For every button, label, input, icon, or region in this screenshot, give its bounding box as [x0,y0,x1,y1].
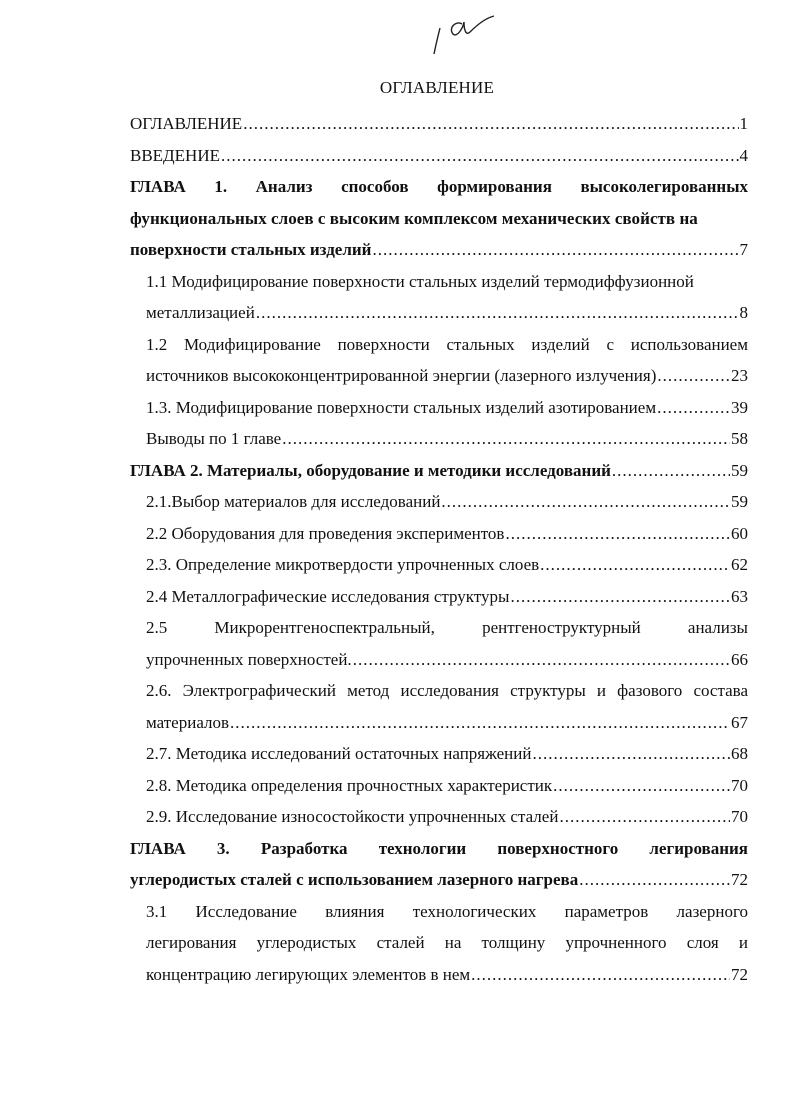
toc-page-number: 60 [731,523,748,543]
toc-page-number: 66 [731,649,748,669]
toc-entry-text: ВВЕДЕНИЕ [130,145,220,165]
toc-entry-text: Выводы по 1 главе [146,429,282,448]
toc-entry-introduction[interactable] [130,140,748,172]
section-1-2-line-2: источников высококонцентрированной энергии (лазерного излучения) [146,366,657,385]
title-word: высоколегированных [580,177,748,196]
section-2-5-line-1 [130,612,748,644]
handwritten-page-number [428,14,498,63]
title-word: ГЛАВА [130,177,186,196]
toc-entry-section-2-5[interactable] [130,612,748,675]
toc-entry-section-2-9[interactable] [130,801,748,833]
toc-entry-text: 1.3. Модифицирование поверхности стальных изделий азотированием [146,397,657,417]
toc-entry-text: 2.8. Методика определения прочностных характеристик [146,775,553,795]
title-word: Анализ [255,177,313,196]
chapter-3-title-line-1: ГЛАВА 3. Разработка технологии поверхностного легирования [130,838,748,858]
toc-page-number: 39 [731,397,748,417]
toc-entry-text: 2.1.Выбор материалов для исследований [146,492,441,511]
toc-entry-chapter-3[interactable] [130,833,748,896]
toc-entry-section-2-2[interactable] [130,518,748,550]
toc-page-number: 70 [731,775,748,795]
toc-entry-section-2-7[interactable] [130,738,748,770]
toc-entry-text: 2.3. Определение микротвердости упрочненных слоев [146,555,540,574]
toc-entry-text: 2.4 Металлографические исследования структуры [146,586,510,606]
toc-page-number: 63 [731,586,748,606]
table-of-contents [130,108,748,990]
toc-entry-section-2-4[interactable] [130,581,748,613]
toc-entry-text: 2.2 Оборудования для проведения экспериментов [146,523,505,543]
toc-page-number: 7 [739,240,748,259]
section-2-6-line-1: 2.6. Электрографический метод исследования структуры и фазового состава [146,681,748,700]
toc-entry-section-3-1[interactable] [130,896,748,991]
toc-entry-chapter-1[interactable] [130,171,748,266]
toc-entry-section-2-1[interactable] [130,486,748,518]
section-number: 2.5 [146,618,168,637]
page-title: ОГЛАВЛЕНИЕ [379,78,495,97]
toc-page-number: 4 [739,145,748,165]
handwritten-signature-mark [428,14,498,58]
toc-entry-section-2-8[interactable] [130,770,748,802]
toc-entry-conclusions-1[interactable] [130,423,748,455]
toc-page-number: 72 [731,870,748,889]
toc-entry-section-1-3[interactable] [130,392,748,424]
toc-entry-text: ГЛАВА 2. Материалы, оборудование и методики исследований [130,460,611,480]
section-1-1-line-1: 1.1 Модифицирование поверхности стальных изделий термодиффузионной [146,271,694,291]
chapter-1-title-line-2: функциональных слоев с высоким комплексом механических свойств на [130,208,698,228]
section-1-2-line-1: 1.2 Модифицирование поверхности стальных изделий с использованием [146,334,748,354]
toc-page-number: 62 [731,555,748,574]
toc-page-number: 68 [731,744,748,763]
toc-page-number: 23 [731,366,748,385]
toc-page-number: 59 [731,492,748,511]
section-1-1-line-2: металлизацией [146,303,255,322]
section-3-1-line-2: легирования углеродистых сталей на толщину упрочненного слоя и [146,933,748,952]
toc-page-number: 1 [739,114,748,133]
toc-entry-text [130,171,748,203]
chapter-3-title-line-2: углеродистых сталей с использованием лазерного нагрева [130,870,579,889]
toc-entry-section-2-3[interactable] [130,549,748,581]
toc-page-number: 72 [731,964,748,984]
toc-entry-text: ОГЛАВЛЕНИЕ [130,114,243,133]
toc-page-number: 67 [731,712,748,732]
section-3-1-line-3: концентрацию легирующих элементов в нем [146,964,471,984]
toc-page-number: 58 [731,429,748,448]
chapter-1-title-line-3: поверхности стальных изделий [130,240,372,259]
title-word: формирования [437,177,552,196]
section-2-5-line-2: упрочненных поверхностей. [146,649,352,669]
toc-entry-contents[interactable] [130,108,748,140]
title-word: анализы [687,618,748,637]
toc-entry-section-1-1[interactable] [130,266,748,329]
toc-entry-text: 2.7. Методика исследований остаточных напряжений [146,744,532,763]
title-word: способов [341,177,409,196]
toc-entry-section-1-2[interactable] [130,329,748,392]
toc-entry-section-2-6[interactable] [130,675,748,738]
toc-page-number: 8 [739,303,748,322]
section-2-6-line-2: материалов [146,712,230,732]
toc-entry-chapter-2[interactable] [130,455,748,487]
title-word: 1. [214,177,228,196]
section-3-1-line-1: 3.1 Исследование влияния технологических параметров лазерного [146,901,748,921]
toc-page-number: 70 [731,807,748,826]
toc-entry-text: 2.9. Исследование износостойкости упрочненных сталей [146,807,559,826]
title-word: Микрорентгеноспектральный, [214,618,435,637]
toc-page-number: 59 [731,460,748,480]
title-word: рентгеноструктурный [482,618,641,637]
chapter-1-title-line-1 [130,171,748,203]
